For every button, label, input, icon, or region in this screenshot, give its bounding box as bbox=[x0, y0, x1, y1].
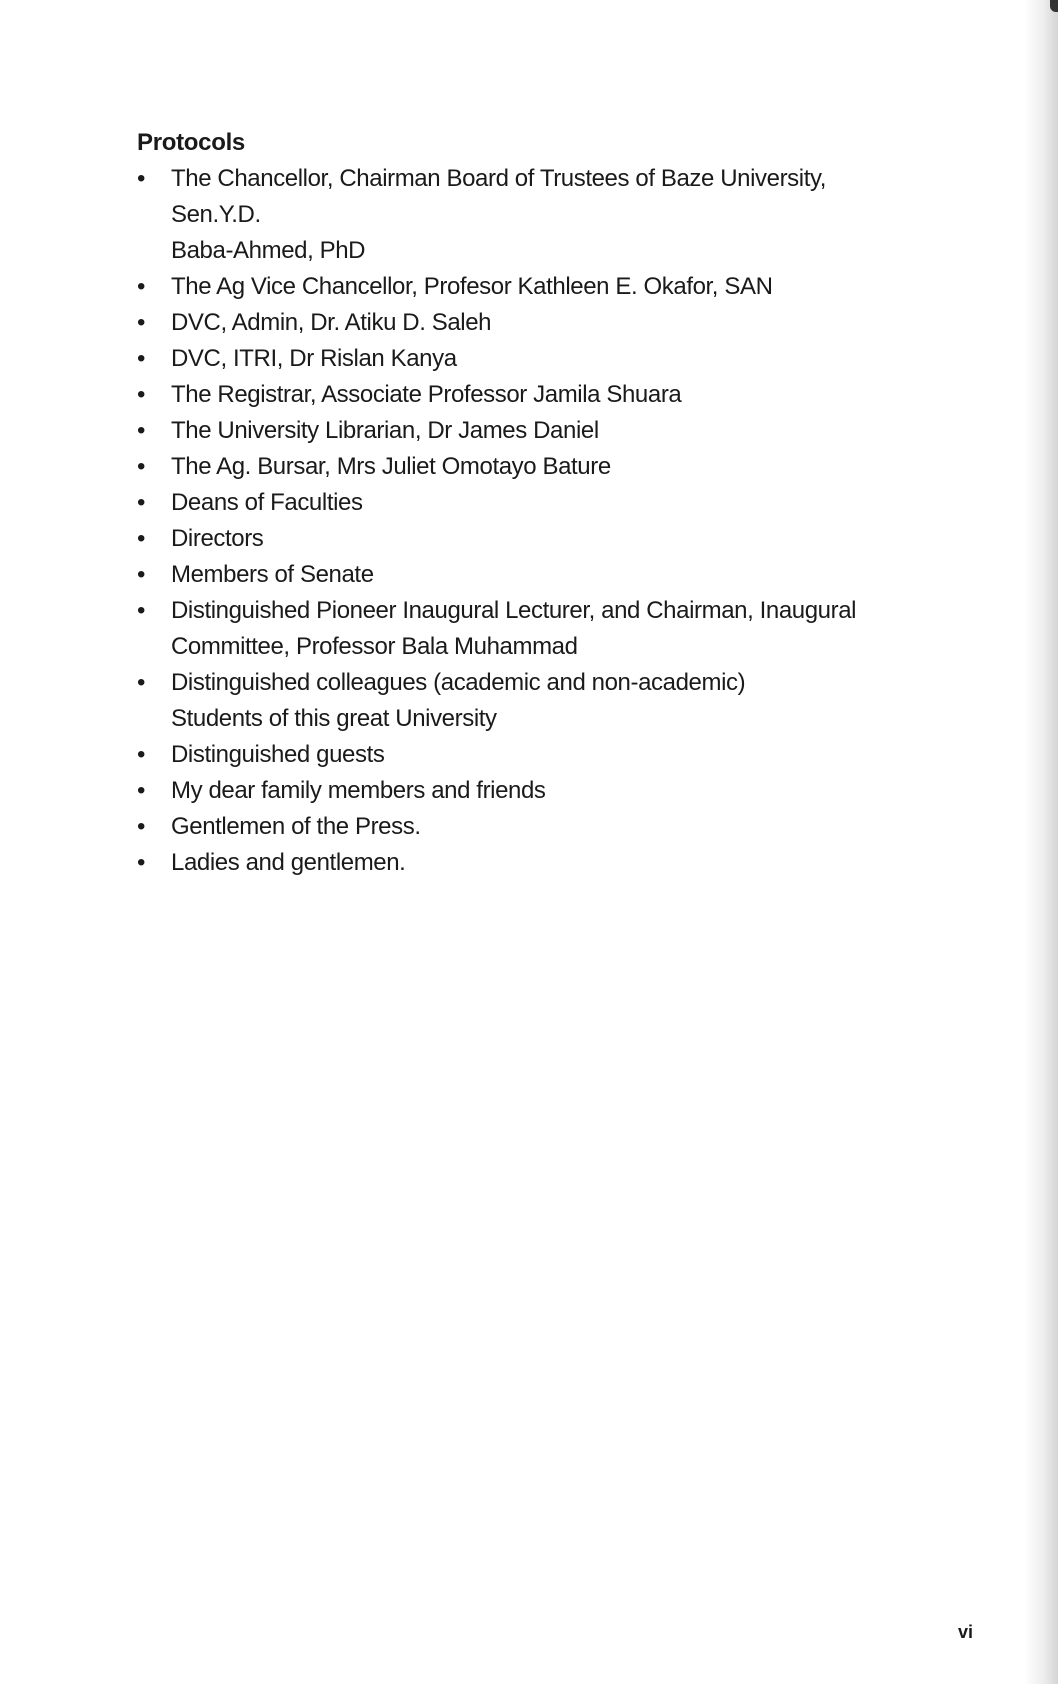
list-item bbox=[137, 305, 917, 341]
list-item-text: The Ag. Bursar, Mrs Juliet Omotayo Bature bbox=[171, 453, 611, 480]
list-item bbox=[137, 845, 917, 881]
list-item-text: The Chancellor, Chairman Board of Trustees of Baze University, Sen.Y.D. bbox=[171, 165, 827, 228]
bullet-icon: • bbox=[137, 597, 146, 624]
list-item bbox=[137, 809, 917, 845]
list-item bbox=[137, 269, 917, 305]
list-item bbox=[137, 557, 917, 593]
bullet-icon: • bbox=[137, 309, 146, 336]
list-item bbox=[137, 413, 917, 449]
list-item-text: My dear family members and friends bbox=[171, 777, 546, 804]
list-item-text: The Registrar, Associate Professor Jamila Shuara bbox=[171, 381, 682, 408]
list-item-text: Committee, Professor Bala Muhammad bbox=[171, 633, 578, 660]
bullet-icon: • bbox=[137, 273, 146, 300]
bullet-icon: • bbox=[137, 525, 146, 552]
list-item-text: Students of this great University bbox=[171, 705, 497, 732]
bullet-icon: • bbox=[137, 417, 146, 444]
page-content bbox=[137, 125, 917, 881]
page-edge-shadow bbox=[1024, 0, 1058, 1684]
bullet-icon: • bbox=[137, 813, 146, 840]
list-item bbox=[137, 161, 917, 269]
list-item bbox=[137, 521, 917, 557]
bullet-icon: • bbox=[137, 345, 146, 372]
bullet-icon: • bbox=[137, 849, 146, 876]
list-item-text: DVC, ITRI, Dr Rislan Kanya bbox=[171, 345, 457, 372]
list-item-text: Distinguished guests bbox=[171, 741, 385, 768]
bullet-icon: • bbox=[137, 165, 146, 192]
page-number: vi bbox=[958, 1622, 974, 1642]
list-item-text: Distinguished Pioneer Inaugural Lecturer, and Chairman, Inaugural bbox=[171, 597, 857, 624]
list-item-text: The University Librarian, Dr James Daniel bbox=[171, 417, 599, 444]
list-item-text: Members of Senate bbox=[171, 561, 374, 588]
list-item-text: DVC, Admin, Dr. Atiku D. Saleh bbox=[171, 309, 492, 336]
bullet-icon: • bbox=[137, 777, 146, 804]
list-item-text: Gentlemen of the Press. bbox=[171, 813, 421, 840]
list-item bbox=[137, 485, 917, 521]
list-item bbox=[137, 593, 917, 665]
bullet-icon: • bbox=[137, 453, 146, 480]
list-item-text: Directors bbox=[171, 525, 264, 552]
corner-mark bbox=[1050, 0, 1058, 12]
bullet-icon: • bbox=[137, 489, 146, 516]
bullet-icon: • bbox=[137, 561, 146, 588]
list-item-text: Ladies and gentlemen. bbox=[171, 849, 406, 876]
list-item bbox=[137, 737, 917, 773]
bullet-icon: • bbox=[137, 381, 146, 408]
bullet-icon: • bbox=[137, 741, 146, 768]
list-item-text: Baba-Ahmed, PhD bbox=[171, 237, 366, 264]
list-item bbox=[137, 377, 917, 413]
section-heading: Protocols bbox=[137, 129, 245, 156]
list-item bbox=[137, 341, 917, 377]
list-item-text: Distinguished colleagues (academic and non-academic) bbox=[171, 669, 746, 696]
bullet-icon: • bbox=[137, 669, 146, 696]
protocols-list bbox=[137, 161, 917, 881]
list-item bbox=[137, 449, 917, 485]
list-item bbox=[137, 665, 917, 737]
list-item-text: Deans of Faculties bbox=[171, 489, 363, 516]
list-item bbox=[137, 773, 917, 809]
list-item-text: The Ag Vice Chancellor, Profesor Kathleen E. Okafor, SAN bbox=[171, 273, 773, 300]
